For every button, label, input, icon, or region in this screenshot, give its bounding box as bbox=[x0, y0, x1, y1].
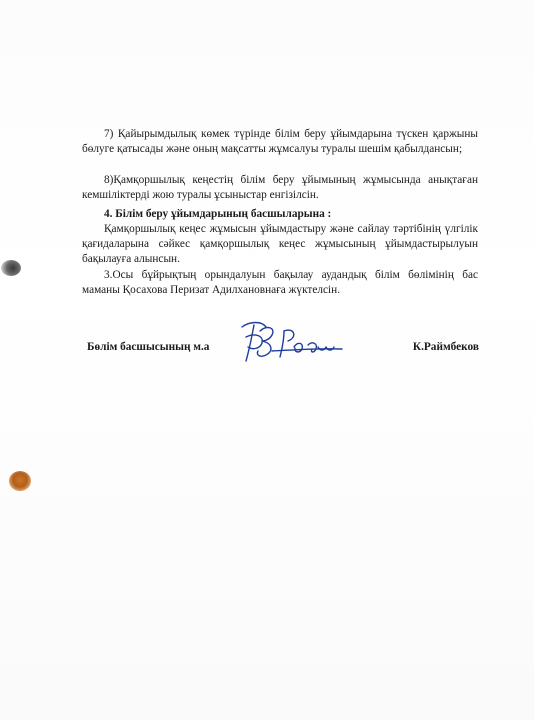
handwritten-signature bbox=[232, 317, 352, 367]
punch-hole-mark bbox=[9, 471, 31, 491]
paragraph-3-block bbox=[82, 268, 478, 298]
section-4-heading: 4. Білім беру ұйымдарының басшыларына : bbox=[104, 208, 332, 220]
paragraph-8-block bbox=[82, 173, 478, 203]
signatory-name: К.Раймбеков bbox=[412, 341, 479, 353]
punch-hole-mark bbox=[1, 260, 21, 276]
section-4-body: Қамқоршылық кеңес жұмысын ұйымдастыру және сайлау тәртібінің үлгілік қағидаларына сәйкес қамқоршылық кеңес жұмысының ұйымдастырылуын бақылауға алынсын. bbox=[82, 223, 478, 265]
signatory-title: Бөлім басшысының м.а bbox=[87, 341, 210, 353]
section-4-body-block bbox=[82, 222, 478, 267]
paragraph-7: 7) Қайырымдылық көмек түрінде білім беру ұйымдарына түскен қаржыны бөлуге қатысады және оның мақсатты жұмсалуы туралы шешім қабылдансын; bbox=[82, 128, 478, 155]
paragraph-8: 8)Қамқоршылық кеңестің білім беру ұйымының жұмысында анықтаған кемшіліктерді жою туралы ұсыныстар енгізілсін. bbox=[82, 174, 478, 201]
paragraph-3: 3.Осы бұйрықтың орындалуын бақылау аудандық білім бөлімінің бас маманы Қосахова Перизат Адилхановнаға жүктелсін. bbox=[82, 269, 478, 296]
paragraph-7-block bbox=[82, 127, 478, 157]
